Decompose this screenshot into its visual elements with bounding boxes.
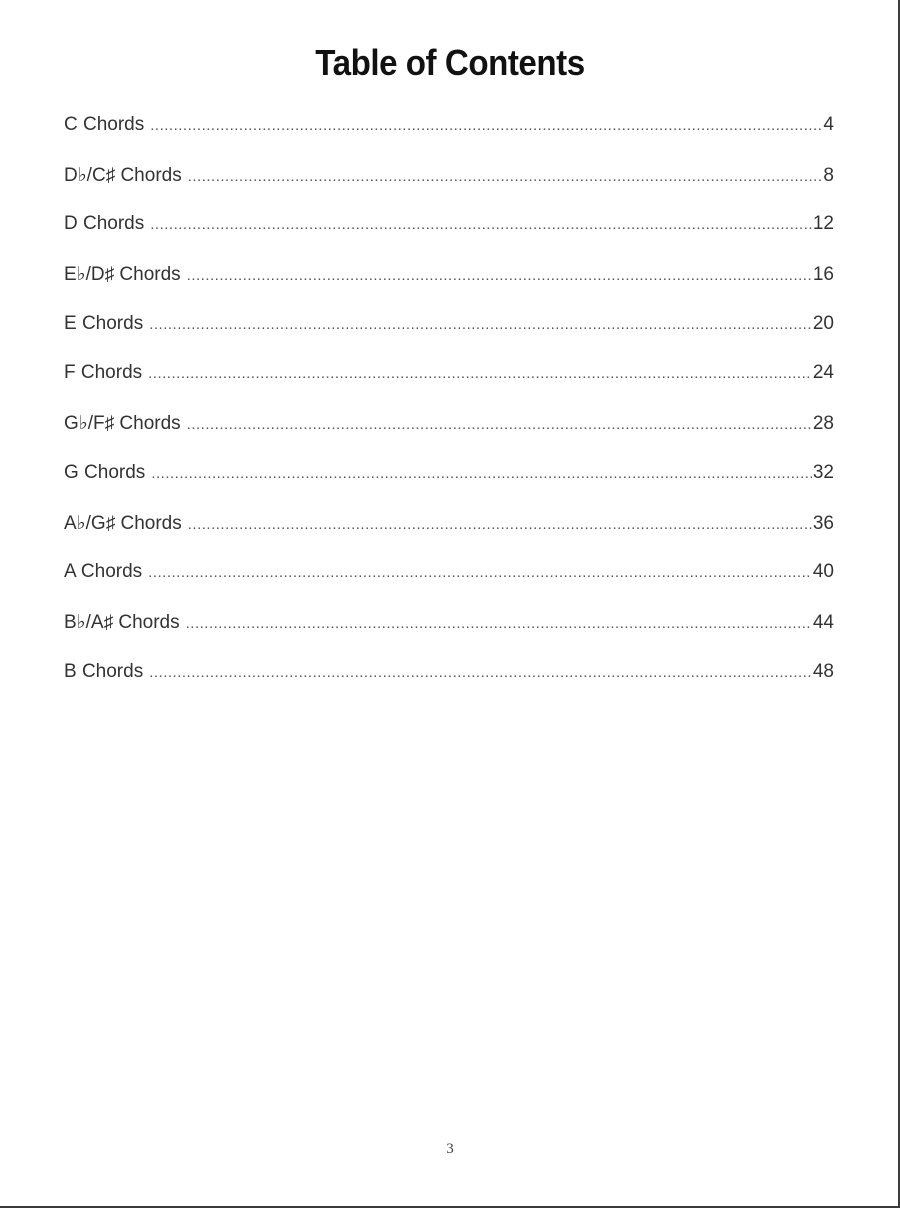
toc-dot-leader	[186, 615, 812, 632]
toc-entry-gb-fsharp-chords[interactable]	[64, 412, 834, 462]
table-of-contents	[64, 114, 834, 710]
toc-entry-label: G Chords	[64, 461, 146, 483]
toc-entry-label: A♭/G♯ Chords	[64, 512, 182, 534]
toc-entry-e-chords[interactable]	[64, 313, 834, 363]
toc-entry-eb-dsharp-chords[interactable]	[64, 263, 834, 313]
toc-entry-page: 44	[812, 611, 834, 633]
toc-dot-leader	[148, 365, 812, 382]
toc-entry-label: E Chords	[64, 312, 144, 334]
toc-dot-leader	[149, 316, 812, 333]
toc-dot-leader	[150, 216, 812, 233]
toc-dot-leader	[187, 267, 812, 284]
toc-entry-page: 4	[823, 114, 834, 135]
toc-entry-b-chords[interactable]	[64, 661, 834, 711]
toc-entry-page: 8	[823, 164, 834, 186]
toc-dot-leader	[151, 465, 812, 482]
toc-entry-g-chords[interactable]	[64, 462, 834, 512]
toc-entry-page: 40	[812, 561, 834, 583]
toc-entry-label: A Chords	[64, 561, 143, 583]
toc-entry-f-chords[interactable]	[64, 362, 834, 412]
toc-entry-page: 24	[812, 362, 834, 384]
toc-dot-leader	[149, 664, 812, 681]
toc-entry-label: D Chords	[64, 213, 145, 235]
toc-entry-label: E♭/D♯ Chords	[64, 264, 181, 286]
toc-entry-d-chords[interactable]	[64, 213, 834, 263]
page-number: 3	[446, 1141, 454, 1157]
toc-entry-bb-asharp-chords[interactable]	[64, 611, 834, 661]
page-title: Table of Contents	[315, 42, 585, 83]
toc-entry-page: 20	[812, 312, 834, 334]
toc-entry-page: 28	[812, 413, 834, 435]
toc-entry-db-csharp-chords[interactable]	[64, 164, 834, 214]
toc-entry-label: F Chords	[64, 362, 143, 384]
toc-entry-label: B Chords	[64, 660, 144, 682]
toc-entry-a-chords[interactable]	[64, 561, 834, 611]
toc-entry-label: B♭/A♯ Chords	[64, 611, 180, 633]
toc-entry-page: 16	[812, 264, 834, 286]
toc-entry-page: 36	[812, 512, 834, 534]
toc-entry-page: 32	[812, 461, 834, 483]
toc-dot-leader	[150, 117, 822, 134]
toc-entry-label: C Chords	[64, 114, 145, 135]
toc-entry-ab-gsharp-chords[interactable]	[64, 512, 834, 562]
toc-dot-leader	[148, 564, 812, 581]
toc-entry-label: G♭/F♯ Chords	[64, 413, 181, 435]
toc-dot-leader	[187, 416, 812, 433]
toc-entry-page: 48	[812, 660, 834, 682]
toc-entry-page: 12	[812, 213, 834, 235]
toc-entry-label: D♭/C♯ Chords	[64, 164, 182, 186]
toc-entry-c-chords[interactable]	[64, 114, 834, 164]
toc-dot-leader	[188, 516, 812, 533]
toc-dot-leader	[188, 168, 823, 185]
